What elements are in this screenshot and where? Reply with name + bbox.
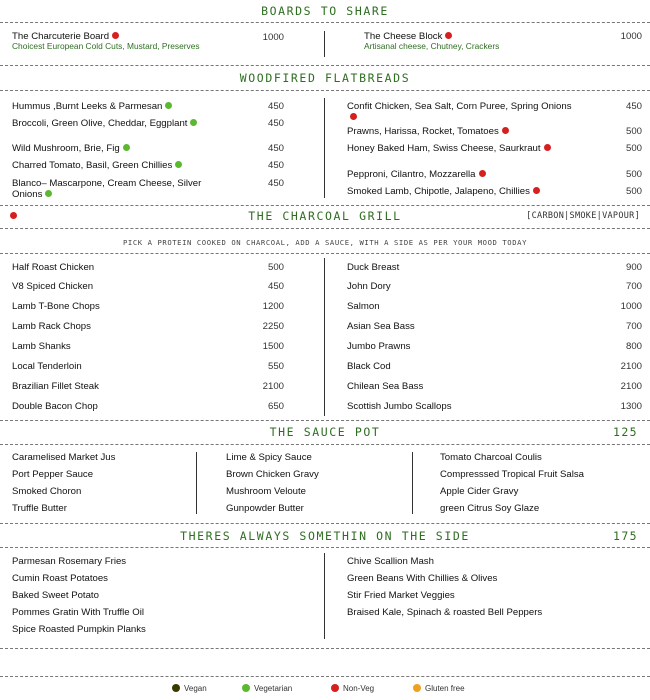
menu-item — [347, 321, 572, 332]
item-price: 500 — [625, 169, 642, 180]
item-price: 450 — [267, 178, 284, 189]
item-price: 1000 — [620, 301, 642, 312]
gluten-free-icon — [413, 684, 421, 692]
non-veg-icon — [331, 684, 339, 692]
menu-item — [347, 101, 572, 123]
section-title-sauce: THE SAUCE POT — [269, 425, 381, 439]
menu-item — [12, 101, 212, 112]
menu-item — [347, 281, 572, 292]
section-title-sides: THERES ALWAYS SOMETHIN ON THE SIDE — [180, 529, 470, 543]
menu-item — [347, 401, 572, 412]
divider — [0, 648, 650, 649]
column-divider — [324, 258, 325, 416]
list-item: Lime & Spicy Sauce — [226, 452, 312, 463]
list-item: Green Beans With Chillies & Olives — [347, 573, 498, 584]
menu-item — [12, 341, 212, 352]
non-veg-icon — [112, 32, 119, 39]
item-price: 500 — [267, 262, 284, 273]
legend-item — [413, 684, 465, 693]
item-price: 1300 — [620, 401, 642, 412]
menu-item — [12, 178, 212, 200]
list-item: Caramelised Market Jus — [12, 452, 116, 463]
item-description: Choicest European Cold Cuts, Mustard, Preserves — [12, 41, 200, 51]
item-name: Chilean Sea Bass — [347, 381, 424, 392]
menu-item — [347, 381, 572, 392]
menu-item — [347, 361, 572, 372]
legend-item — [242, 684, 292, 693]
non-veg-icon — [350, 113, 357, 120]
grill-note: [CARBON|SMOKE|VAPOUR] — [526, 211, 640, 221]
non-veg-icon — [533, 187, 540, 194]
item-price: 500 — [625, 143, 642, 154]
non-veg-icon — [445, 32, 452, 39]
menu-item — [12, 321, 212, 332]
vegetarian-icon — [45, 190, 52, 197]
item-price: 1200 — [262, 301, 284, 312]
menu-item — [12, 381, 212, 392]
item-price: 650 — [267, 401, 284, 412]
item-name: Asian Sea Bass — [347, 321, 415, 332]
list-item: Gunpowder Butter — [226, 503, 304, 514]
list-item: Baked Sweet Potato — [12, 590, 99, 601]
divider — [0, 65, 650, 66]
item-price: 500 — [625, 126, 642, 137]
menu-item — [12, 281, 212, 292]
item-name: Confit Chicken, Sea Salt, Corn Puree, Spring Onions — [347, 101, 572, 112]
item-name: Half Roast Chicken — [12, 262, 95, 273]
menu-item — [347, 186, 572, 197]
list-item: Cumin Roast Potatoes — [12, 573, 108, 584]
item-name: Wild Mushroom, Brie, Fig — [12, 143, 120, 154]
item-price: 2100 — [262, 381, 284, 392]
divider — [0, 253, 650, 254]
vegetarian-icon — [190, 119, 197, 126]
section-title-grill: THE CHARCOAL GRILL — [248, 209, 402, 223]
grill-subtitle: PICK A PROTEIN COOKED ON CHARCOAL, ADD A SAUCE, WITH A SIDE AS PER YOUR MOOD TODAY — [122, 238, 528, 247]
column-divider — [196, 452, 197, 514]
item-name: Lamb T-Bone Chops — [12, 301, 100, 312]
list-item: Chive Scallion Mash — [347, 556, 434, 567]
sides-price: 175 — [613, 529, 638, 543]
item-name: Duck Breast — [347, 262, 400, 273]
menu-item — [347, 143, 572, 154]
item-name: Scottish Jumbo Scallops — [347, 401, 452, 412]
item-name: Lamb Rack Chops — [12, 321, 91, 332]
non-veg-icon — [502, 127, 509, 134]
item-name: Blanco– Mascarpone, Cream Cheese, Silver Onions — [12, 178, 202, 200]
legend-label: Non-Veg — [343, 684, 375, 693]
item-name: Brazilian Fillet Steak — [12, 381, 99, 392]
list-item: Pommes Gratin With Truffle Oil — [12, 607, 145, 618]
menu-item — [12, 301, 212, 312]
list-item: Tomato Charcoal Coulis — [440, 452, 542, 463]
item-name: Jumbo Prawns — [347, 341, 411, 352]
item-price: 700 — [625, 321, 642, 332]
item-name: John Dory — [347, 281, 391, 292]
menu-item — [347, 341, 572, 352]
legend-label: Gluten free — [425, 684, 465, 693]
list-item: Parmesan Rosemary Fries — [12, 556, 127, 567]
item-price: 2250 — [262, 321, 284, 332]
divider — [0, 22, 650, 23]
item-price: 700 — [625, 281, 642, 292]
section-title-flatbreads: WOODFIRED FLATBREADS — [239, 71, 411, 85]
item-name: Charred Tomato, Basil, Green Chillies — [12, 160, 173, 171]
item-price: 1000 — [620, 31, 642, 42]
list-item: Stir Fried Market Veggies — [347, 590, 455, 601]
item-name: The Cheese Block — [364, 31, 443, 42]
divider — [0, 228, 650, 229]
item-price: 450 — [267, 143, 284, 154]
item-price: 1500 — [262, 341, 284, 352]
item-name: Prawns, Harissa, Rocket, Tomatoes — [347, 126, 499, 137]
non-veg-icon — [544, 144, 551, 151]
divider — [0, 444, 650, 445]
menu-item — [347, 126, 572, 137]
list-item: Truffle Butter — [12, 503, 67, 514]
item-name: V8 Spiced Chicken — [12, 281, 94, 292]
item-name: The Charcuterie Board — [12, 31, 110, 42]
list-item: Spice Roasted Pumpkin Planks — [12, 624, 146, 635]
divider — [0, 205, 650, 206]
item-price: 900 — [625, 262, 642, 273]
sauce-price: 125 — [613, 425, 638, 439]
menu-item — [12, 143, 212, 154]
item-price: 2100 — [620, 381, 642, 392]
item-name: Hummus ,Burnt Leeks & Parmesan — [12, 101, 163, 112]
legend-label: Vegetarian — [254, 684, 293, 693]
item-name: Local Tenderloin — [12, 361, 82, 372]
divider — [0, 420, 650, 421]
column-divider — [324, 31, 325, 57]
item-price: 450 — [267, 101, 284, 112]
legend-item — [172, 684, 207, 693]
item-name: Smoked Lamb, Chipotle, Jalapeno, Chillies — [347, 186, 530, 197]
item-name: Salmon — [347, 301, 380, 312]
item-description: Artisanal cheese, Chutney, Crackers — [364, 41, 500, 51]
item-price: 450 — [625, 101, 642, 112]
item-price: 500 — [625, 186, 642, 197]
menu-item — [12, 160, 212, 171]
list-item: Braised Kale, Spinach & roasted Bell Peppers — [347, 607, 543, 618]
menu-item — [347, 169, 572, 180]
list-item: green Citrus Soy Glaze — [440, 503, 540, 514]
item-price: 1000 — [262, 32, 284, 43]
divider — [0, 523, 650, 524]
list-item: Mushroom Veloute — [226, 486, 306, 497]
legend-item — [331, 684, 374, 693]
legend-label: Vegan — [184, 684, 207, 693]
list-item: Apple Cider Gravy — [440, 486, 519, 497]
menu-item — [347, 301, 572, 312]
menu-item — [12, 361, 212, 372]
column-divider — [324, 98, 325, 198]
menu-item — [12, 118, 212, 129]
column-divider — [324, 553, 325, 639]
menu-item — [347, 262, 572, 273]
item-price: 450 — [267, 118, 284, 129]
item-price: 450 — [267, 160, 284, 171]
item-name: Honey Baked Ham, Swiss Cheese, Saurkraut — [347, 143, 541, 154]
menu-item — [12, 262, 212, 273]
vegetarian-icon — [175, 161, 182, 168]
item-name: Broccoli, Green Olive, Cheddar, Eggplant — [12, 118, 188, 129]
item-name: Pepproni, Cilantro, Mozzarella — [347, 169, 476, 180]
divider — [0, 676, 650, 677]
vegetarian-icon — [165, 102, 172, 109]
divider — [0, 547, 650, 548]
item-name: Lamb Shanks — [12, 341, 71, 352]
vegan-icon — [172, 684, 180, 692]
non-veg-icon — [479, 170, 486, 177]
menu-item — [12, 401, 212, 412]
section-title-boards: BOARDS TO SHARE — [261, 4, 389, 18]
column-divider — [412, 452, 413, 514]
list-item: Brown Chicken Gravy — [226, 469, 319, 480]
item-name: Double Bacon Chop — [12, 401, 98, 412]
item-price: 450 — [267, 281, 284, 292]
list-item: Compresssed Tropical Fruit Salsa — [440, 469, 584, 480]
divider — [0, 90, 650, 91]
item-name: Black Cod — [347, 361, 391, 372]
item-price: 2100 — [620, 361, 642, 372]
list-item: Smoked Choron — [12, 486, 82, 497]
item-price: 550 — [267, 361, 284, 372]
item-price: 800 — [625, 341, 642, 352]
list-item: Port Pepper Sauce — [12, 469, 94, 480]
vegetarian-icon — [242, 684, 250, 692]
vegetarian-icon — [123, 144, 130, 151]
